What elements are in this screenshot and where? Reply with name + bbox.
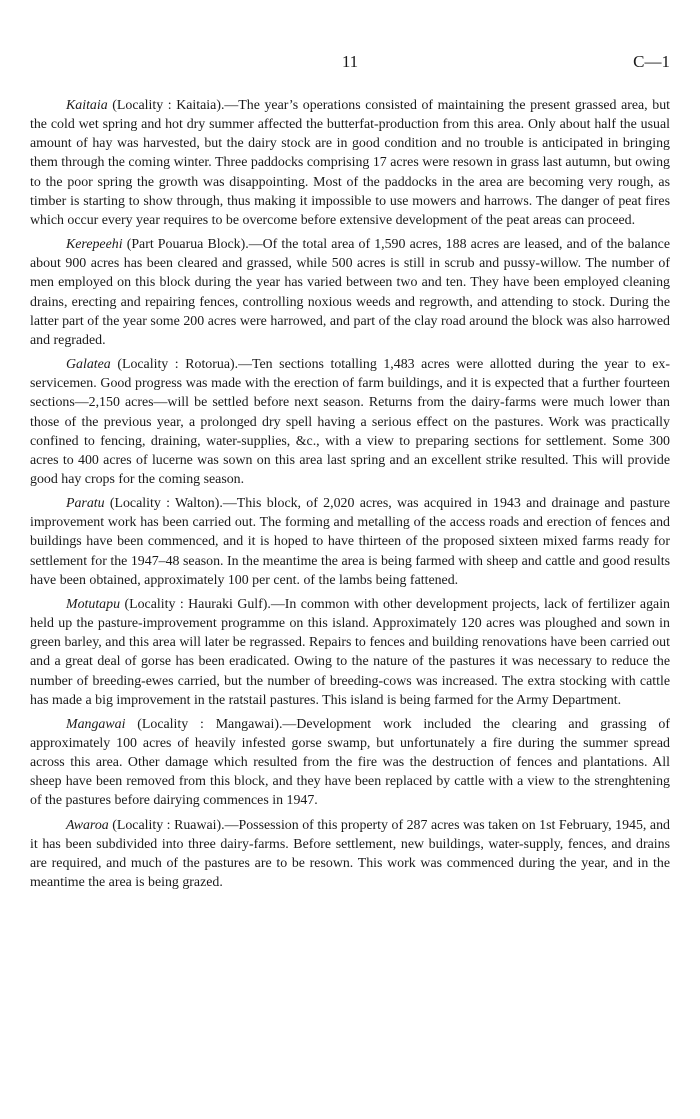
place-name: Mangawai [66, 716, 126, 732]
place-name: Awaroa [66, 817, 109, 833]
place-name: Kaitaia [66, 98, 108, 113]
paragraph-mangawai [30, 715, 670, 811]
place-name: Galatea [66, 357, 111, 373]
place-name: Paratu [66, 496, 105, 512]
paragraph-text: (Part Pouarua Block).—Of the total area of 1,590 acres, 188 acres are leased, and of the balance about 900 acres has been cleared and grassed, while 500 acres is still in scrub and pussy-willow. The number of men employed on this block during the year has varied between two and ten. They have been employed cleaning drains, erecting and repairing fences, controlling noxious weeds and regrowth, and attending to stock. During the latter part of the year some 200 acres were harrowed, and part of the clay road around the block was also harrowed and regraded. [30, 237, 670, 348]
paragraph-text: (Locality : Walton).—This block, of 2,020 acres, was acquired in 1943 and drainage and pasture improvement work has been carried out. The forming and metalling of the access roads and erection of fences and buildings have been commenced, and it is hoped to have thirteen of the proposed sixteen mixed farms ready for settlement for the 1947–48 season. In the meantime the area is being farmed with sheep and cattle and good results have been obtained, approximately 100 per cent. of the lambs being fattened. [30, 496, 670, 588]
paragraph-paratu [30, 494, 670, 590]
paragraph-awaroa [30, 816, 670, 893]
series-code: C—1 [633, 52, 670, 71]
paragraph-kerepeehi [30, 235, 670, 350]
paragraph-text: (Locality : Mangawai).—Development work included the clearing and grassing of approximately 100 acres of heavily infested gorse swamp, but unfortunately a fire during the summer spread across this area. Other damage which resulted from the fire was the destruction of fences and plantations. All sheep have been removed from this block, and they have been replaced by cattle with a view to the strenghtening of the pastures before dairying commences in 1947. [30, 716, 670, 809]
paragraph-text: (Locality : Rotorua).—Ten sections totalling 1,483 acres were allotted during the year to ex-servicemen. Good progress was made with the erection of farm buildings, and it is expected that a further fourteen sections—2,150 acres—will be settled before next season. Returns from the dairy-farms were much lower than those of the previous year, a prolonged dry spell having a serious effect on the pastures. Work was practically confined to fencing, draining, water-supplies, &c., with a view to preparing sections for settlement. Some 300 acres to 400 acres of lucerne was sown on this area last spring and an excellent strike resulted. This will provide good hay crops for the coming season. [30, 357, 670, 487]
paragraph-galatea [30, 355, 670, 489]
paragraph-text: (Locality : Kaitaia).—The year’s operations consisted of maintaining the present grassed area, but the cold wet spring and hot dry summer affected the butterfat-production from this area. Only about half the usual amount of hay was harvested, but the dairy stock are in good condition and no trouble is anticipated in bringing them through the coming winter. Three paddocks comprising 17 acres were resown in grass last autumn, but owing to the poor spring the growth was disappointing. Most of the paddocks in the area are becoming very rough, as timber is starting to show through, thus making it impossible to use mowers and harrows. The danger of peat fires which occur every year requires to be overcome before extensive development of the peat areas can proceed. [30, 98, 670, 228]
page-number: 11 [341, 52, 359, 71]
place-name: Kerepeehi [66, 237, 123, 253]
paragraph-motutapu [30, 595, 670, 710]
paragraph-text: (Locality : Ruawai).—Possession of this property of 287 acres was taken on 1st February, 1945, and it has been subdivided into three dairy-farms. Before settlement, new buildings, water-supply, fences, and drains are required, and much of the pastures are to be resown. This work was commenced during the year, and in the meantime the area is being grazed. [30, 817, 670, 891]
paragraph-kaitaia [30, 96, 670, 230]
paragraph-text: (Locality : Hauraki Gulf).—In common with other development projects, lack of fertilizer again held up the pasture-improvement programme on this island. Approximately 120 acres was ploughed and sown in green barley, and this area will later be regrassed. Repairs to fences and building renovations have been carried out and a great deal of gorse has been eradicated. Owing to the nature of the pastures it was necessary to reduce the number of breeding-ewes carried, but the number of breeding-cows was increased. The extra stocking with cattle has made a big improvement in the ratstail pastures. This island is being farmed for the Army Department. [30, 596, 670, 708]
document-body [30, 56, 670, 892]
place-name: Motutapu [66, 596, 121, 612]
